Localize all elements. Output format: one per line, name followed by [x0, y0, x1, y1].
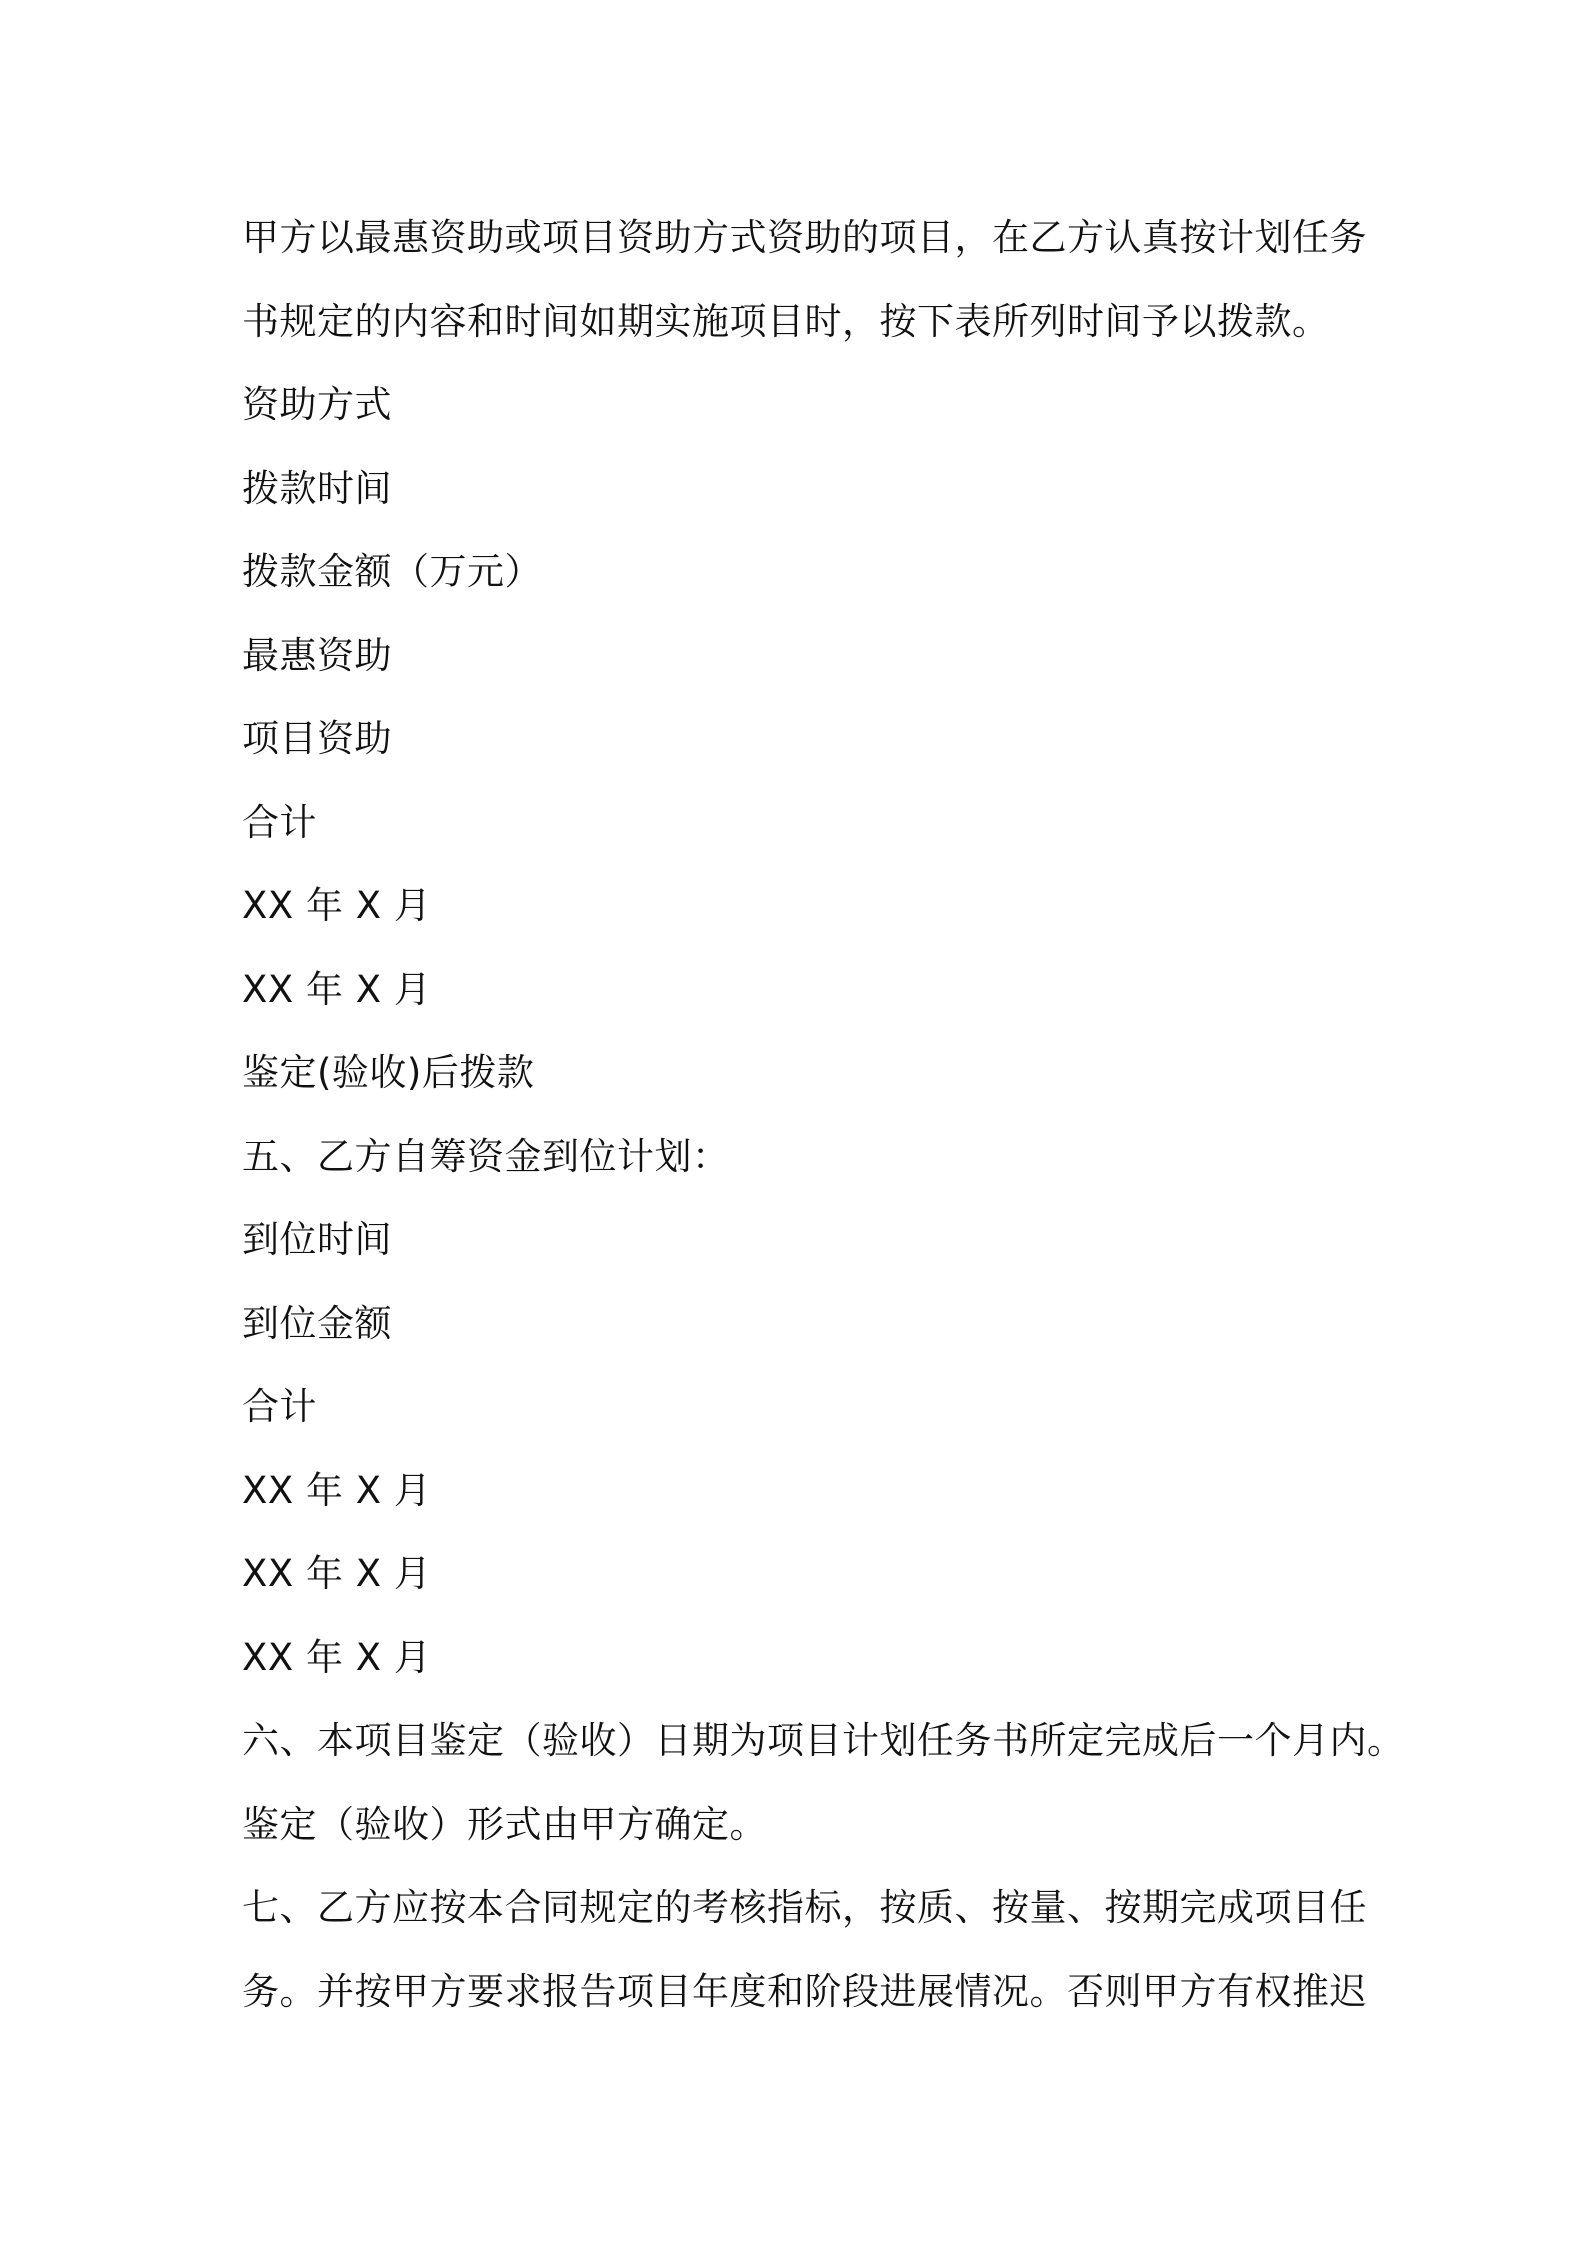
paragraph-line: 鉴定（验收）形式由甲方确定。 [242, 1802, 767, 1846]
table-cell-date: XX 年 X 月 [242, 967, 432, 1011]
table-header-payment-time: 拨款时间 [242, 466, 392, 510]
paragraph-line: 甲方以最惠资助或项目资助方式资助的项目，在乙方认真按计划任务 [242, 216, 1367, 259]
paragraph-line: 书规定的内容和时间如期实施项目时，按下表所列时间予以拨款。 [242, 299, 1330, 343]
table-cell-date: XX 年 X 月 [242, 1468, 432, 1512]
table-header-arrival-time: 到位时间 [242, 1218, 392, 1261]
table-cell-date: XX 年 X 月 [242, 1552, 432, 1595]
table-header-funding-method: 资助方式 [242, 383, 392, 426]
table-cell-after-acceptance: 鉴定(验收)后拨款 [242, 1051, 535, 1094]
table-cell-total: 合计 [242, 1385, 317, 1428]
paragraph-line: 务。并按甲方要求报告项目年度和阶段进展情况。否则甲方有权推迟 [242, 1969, 1367, 2013]
table-header-arrival-amount: 到位金额 [242, 1301, 392, 1345]
table-cell-date: XX 年 X 月 [242, 1635, 432, 1679]
table-header-payment-amount: 拨款金额（万元） [242, 550, 542, 593]
section-paragraph-6: 六、本项目鉴定（验收）日期为项目计划任务书所定完成后一个月内。 [242, 1719, 1405, 1762]
document-body [242, 196, 1405, 2033]
table-cell-date: XX 年 X 月 [242, 884, 432, 927]
table-cell-project-funding: 项目资助 [242, 717, 392, 760]
section-heading-5: 五、乙方自筹资金到位计划： [242, 1134, 730, 1178]
section-paragraph-7: 七、乙方应按本合同规定的考核指标，按质、按量、按期完成项目任 [242, 1886, 1367, 1929]
table-cell-total: 合计 [242, 800, 317, 844]
table-cell-preferential-funding: 最惠资助 [242, 633, 392, 677]
